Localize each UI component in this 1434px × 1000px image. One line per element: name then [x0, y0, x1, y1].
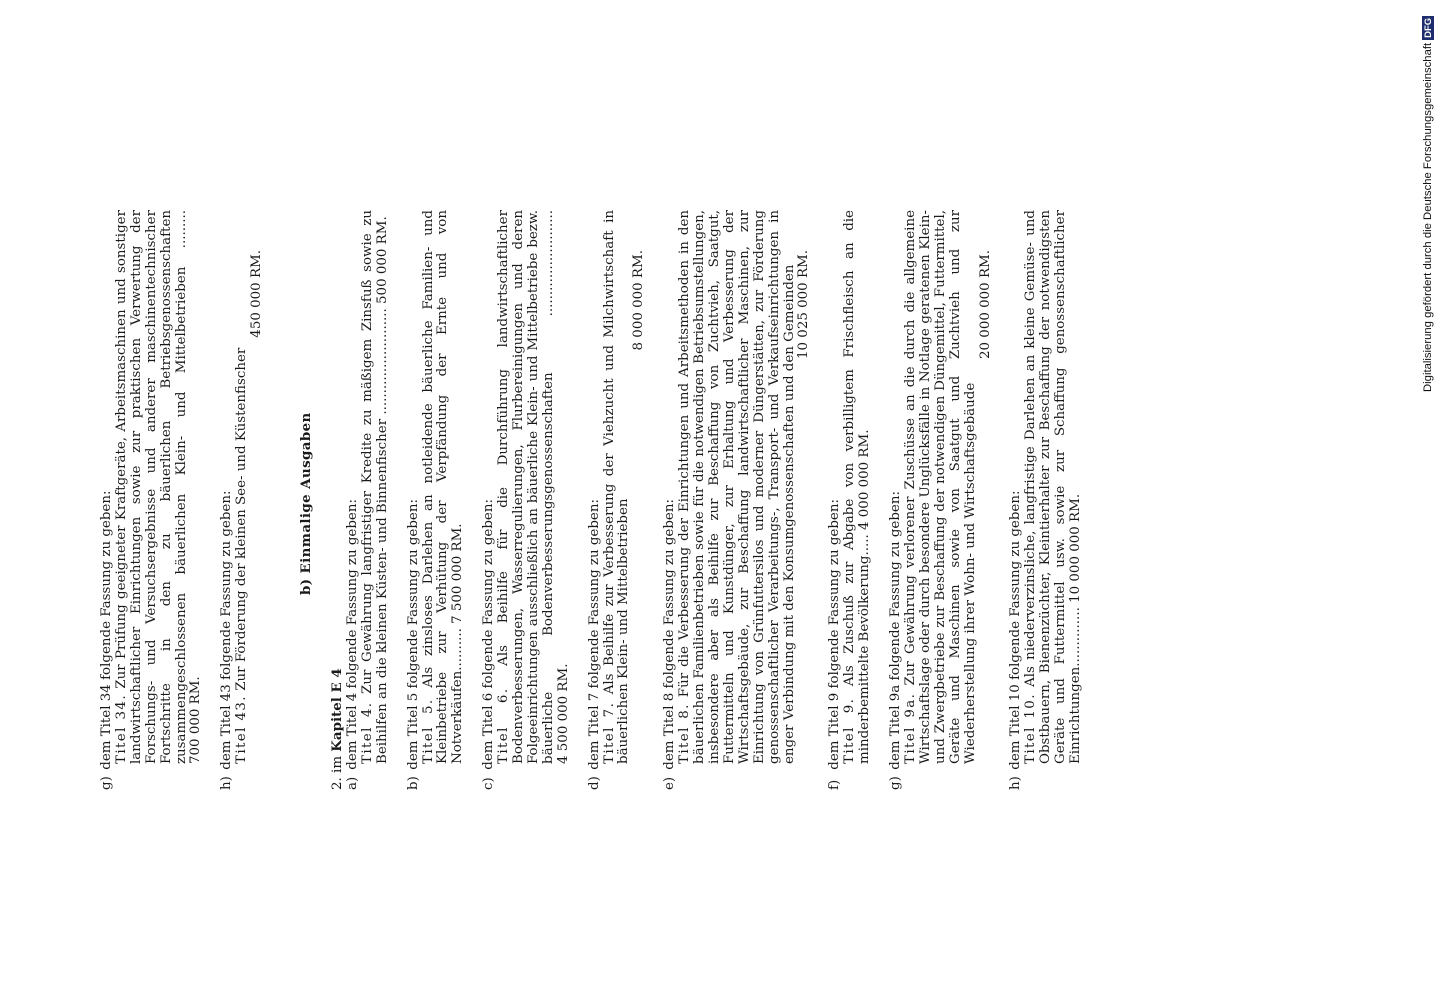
amount: 4 000 000 RM.: [857, 429, 873, 530]
kapitel-name: Kapitel E 4: [328, 668, 345, 752]
titel-body: Zur Prüfung geeigneter Kraftgeräte, Arbeitsmaschinen und sonstiger landwirtschaftlicher Einrichtungen sowie zur praktischen Verwertung der Forschungs- und Versuchsergebnisse und anderer maschinentechnischer Fortschritte in den zu bäuerlichen Betriebsgenossenschaften zusammengeschlossenen bäuerlichen Klein- und Mittelbetrieben .........: [113, 210, 189, 764]
amount: 10 025 000 RM.: [796, 250, 812, 359]
dfg-logo: DFG: [1423, 17, 1434, 38]
list-item: [828, 210, 873, 790]
item-heading: [828, 210, 843, 790]
item-heading: [1009, 210, 1024, 790]
titel-body: Zur Förderung der kleinen See- und Küstenfischer: [234, 347, 250, 691]
item-heading-text: dem Titel 4 folgende Fassung zu geben:: [344, 499, 360, 770]
item-heading: [220, 210, 235, 790]
titel-body: Für die Verbesserung der Einrichtungen und Arbeitsmethoden in den bäuerlichen Familienbetrieben sowie für die notwendigen Betriebsumstellungen, insbesondere aber als Beihilfe zur Beschaffung von Zuchtvieh, Saatgut, Futtermitteln und Kunstdünger, zur Erhaltung und Verbesserung der Wirtschaftsgebäude, zur Beschaffung landwirtschaftlicher Maschinen, zur Einrichtung von Grünfuttersilos und moderner Düngerstätten, zur Förderung genossenschaftlicher Verarbeitungs-, Transport- und Verkaufseinrichtungen in enger Verbindung mit den Konsumgenossenschaften und den Gemeinden: [677, 210, 797, 764]
titel-paragraph: [115, 210, 204, 790]
item-heading-text: dem Titel 8 folgende Fassung zu geben:: [662, 499, 678, 770]
titel-paragraph: [603, 210, 633, 790]
kapitel-heading: [330, 210, 346, 790]
item-heading-text: dem Titel 6 folgende Fassung zu geben:: [481, 499, 497, 770]
amount: 20 000 000 RM.: [977, 250, 993, 359]
list-item: [346, 210, 391, 790]
list-item: [889, 210, 993, 790]
amount: 8 000 000 RM.: [631, 250, 647, 351]
amount: 7 500 000 RM.: [450, 523, 466, 624]
titel-paragraph: [235, 210, 250, 790]
item-heading: [889, 210, 904, 790]
section-heading: b) Einmalige Ausgaben: [298, 412, 315, 595]
titel-number: Titel 4.: [359, 701, 375, 764]
titel-number: Titel 43.: [234, 695, 250, 764]
item-heading-text: dem Titel 9 folgende Fassung zu geben:: [827, 499, 843, 770]
titel-paragraph: [1024, 210, 1084, 790]
kapitel-prefix: 2. im: [329, 755, 345, 790]
item-label: g): [99, 776, 114, 790]
list-item: [482, 210, 571, 790]
item-heading: [588, 210, 603, 790]
amount: 4 500 000 RM.: [555, 663, 571, 764]
titel-paragraph: [843, 210, 873, 790]
list-item: [663, 210, 812, 790]
list-item: [1009, 210, 1084, 790]
titel-number: Titel 6.: [496, 687, 512, 764]
item-label: h): [219, 776, 235, 790]
item-heading-text: dem Titel 34 folgende Fassung zu geben:: [99, 490, 114, 770]
titel-number: Titel 34.: [113, 694, 129, 764]
item-label: g): [888, 776, 904, 790]
item-heading-text: dem Titel 43 folgende Fassung zu geben:: [219, 490, 235, 770]
titel-body: Als zinsloses Darlehen an notleidende bäuerliche Familien- und Kleinbetriebe zur Verhütung der Verpfändung der Ernte und von Notverkäufen..........: [420, 210, 466, 764]
item-heading: [663, 210, 678, 790]
titel-paragraph: [904, 210, 979, 790]
list-item: [588, 210, 648, 790]
rotated-document-page: [100, 210, 1320, 790]
dfg-funding-label: [1419, 2, 1434, 392]
titel-paragraph: [361, 210, 391, 790]
titel-body: Als Beihilfe zur Verbesserung der Viehzucht und Milchwirtschaft in bäuerlichen Klein- und Mittelbetrieben: [601, 210, 632, 764]
item-heading-text: dem Titel 7 folgende Fassung zu geben:: [586, 499, 602, 770]
item-label: b): [405, 776, 421, 790]
item-heading: [407, 210, 422, 790]
titel-number: Titel 8.: [677, 703, 693, 764]
list-item: [220, 210, 265, 790]
titel-number: Titel 9.: [842, 697, 858, 764]
item-label: d): [586, 776, 602, 790]
item-heading-text: dem Titel 5 folgende Fassung zu geben:: [405, 499, 421, 770]
item-heading-text: dem Titel 9a folgende Fassung zu geben:: [888, 491, 904, 770]
item-label: c): [481, 777, 497, 790]
item-heading: [346, 210, 361, 790]
item-label: h): [1008, 776, 1024, 790]
titel-body: Zur Gewährung langfristiger Kredite zu mäßigem Zinsfuß sowie zu Beihilfen an die kleinen Küsten- und Binnenfischer .........................: [359, 210, 390, 764]
item-label: f): [827, 779, 843, 790]
titel-body: Als Beihilfe für die Durchführung landwirtschaftlicher Bodenverbesserungen, Wasserregulierungen, Flurbereinigungen und deren Folgeeinrichtungen ausschließlich an bäuerliche Klein- und Mittelbetriebe bezw. bäuerliche Bodenverbesserungsgenossenschaften .........................: [496, 210, 556, 764]
amount: 10 000 000 RM.: [1068, 493, 1084, 603]
titel-paragraph: [678, 210, 797, 790]
item-heading: [100, 210, 115, 790]
item-heading: [482, 210, 497, 790]
titel-number: Titel 9a.: [902, 692, 918, 764]
titel-number: Titel 7.: [601, 701, 617, 764]
titel-number: Titel 5.: [420, 698, 436, 764]
amount: 500 000 RM.: [374, 216, 390, 304]
amount: 450 000 RM.: [249, 250, 265, 338]
titel-body: Als Zuschuß zur Abgabe von verbilligtem Frischfleisch an die minderbemittelte Bevölkerung.....: [842, 210, 873, 764]
list-item: [100, 210, 204, 790]
titel-paragraph: [497, 210, 572, 790]
titel-number: Titel 10.: [1023, 693, 1039, 764]
titel-body: Zur Gewährung verlorener Zuschüsse an die durch die allgemeine Wirtschaftslage oder durch besondere Unglücksfälle in Notlage geratenen Klein- und Zwergbetriebe zur Beschaffung der notwendigen Düngemittel, Futtermittel, Geräte und Maschinen sowie von Saatgut und Zuchtvieh und zur Wiederherstellung ihrer Wohn- und Wirtschaftsgebäude: [902, 210, 978, 764]
titel-body: Als niederverzinsliche, langfristige Darlehen an kleine Gemüse- und Obstbauern, Bienenzüchter, Kleintierhalter zur Beschaffung der notwendigsten Geräte und Futtermittel usw. sowie zur Schaffung genossenschaftlicher Einrichtungen..............: [1023, 210, 1084, 764]
item-label: e): [662, 776, 678, 790]
item-heading-text: dem Titel 10 folgende Fassung zu geben:: [1008, 490, 1024, 770]
titel-paragraph: [422, 210, 467, 790]
item-label: a): [344, 776, 360, 790]
list-item: [407, 210, 467, 790]
amount: 700 000 RM.: [188, 676, 204, 764]
dfg-funding-text: Digitalisierung gefördert durch die Deutsche Forschungsgemeinschaft: [1422, 42, 1434, 392]
